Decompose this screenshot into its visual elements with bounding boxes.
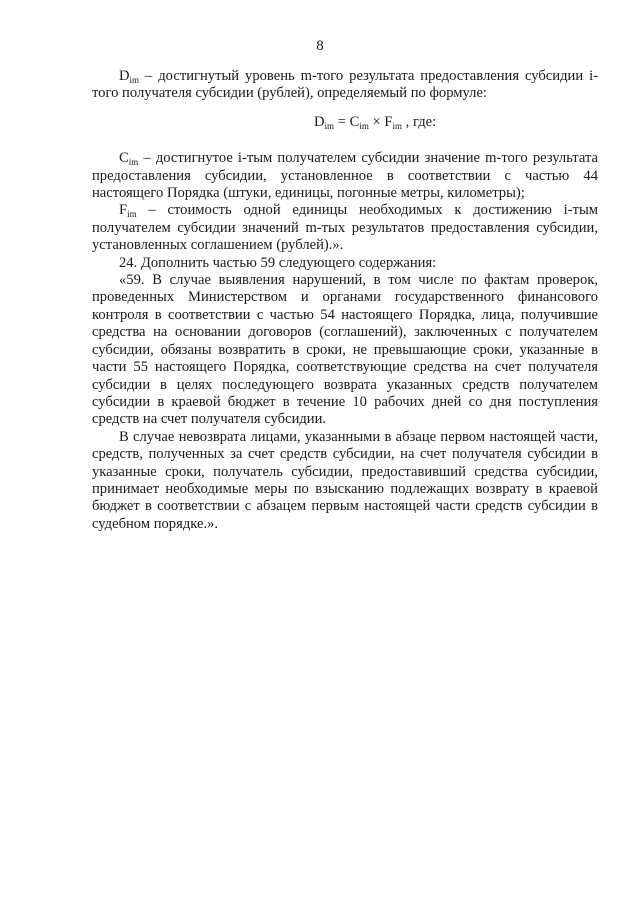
formula-times: ×: [368, 113, 385, 130]
definition-text: – стоимость одной единицы необходимых к достижению i-тым получателем субсидии значений m-тых результатов предоставления субсидии, установленных соглашением (рублей).».: [92, 202, 598, 254]
formula-c: C: [349, 113, 360, 130]
formula-f: F: [384, 113, 393, 130]
paragraph-item-24: 24. Дополнить частью 59 следующего содержания:: [119, 254, 437, 271]
subscript-im: im: [127, 209, 137, 220]
paragraph-f-definition: [92, 202, 598, 254]
formula-c-subscript: im: [359, 120, 369, 131]
paragraph-part-59: «59. В случае выявления нарушений, в том числе по фактам проверок, проведенных Министерством и органами государственного финансового контроля в соответствии с частью 54 настоящего Порядка, лица, получившие средства на основании договоров (соглашений), заключенных с получателем субсидии, обязаны возвратить в сроки, не превышающие сроки, указанные в части 55 настоящего Порядка, соответствующие средства на счет получателя субсидии в целях последующего возврата указанных средств получателем субсидии в краевой бюджет в течение 10 рабочих дней со дня поступления средств на счет получателя субсидии.: [92, 272, 598, 428]
formula-tail: , где:: [402, 113, 437, 130]
subscript-im: im: [129, 75, 140, 85]
definition-text: – достигнутое i-тым получателем субсидии значение m-того результата предоставления субсидии, установленное в соответствии с частью 44 настоящего Порядка (штуки, единицы, погонные метры, километры);: [92, 150, 598, 202]
formula: [92, 114, 598, 131]
subscript-im: im: [128, 157, 139, 168]
document-body: [92, 68, 598, 533]
formula-f-subscript: im: [392, 120, 403, 131]
symbol-d: D: [119, 68, 130, 84]
page-number: 8: [316, 38, 324, 54]
formula-d: D: [314, 113, 325, 130]
formula-equals: =: [334, 113, 350, 130]
paragraph-non-return: В случае невозврата лицами, указанными в абзаце первом настоящей части, средств, полученных за счет средств субсидии, на счет получателя субсидии в указанные сроки, получатель субсидии, предоставивший средства субсидии, принимает необходимые меры по взысканию подлежащих возврату в краевой бюджет в соответствии с абзацем первым настоящей части средств субсидии в судебном порядке.».: [92, 428, 598, 532]
definition-text: – достигнутый уровень m-того результата предоставления субсидии i-того получателя субсидии (рублей), определяемый по формуле:: [92, 68, 598, 102]
formula-d-subscript: im: [324, 120, 335, 131]
symbol-c: C: [119, 150, 129, 167]
paragraph-d-definition: [92, 68, 598, 103]
symbol-f: F: [119, 202, 128, 219]
paragraph-c-definition: [92, 150, 598, 202]
